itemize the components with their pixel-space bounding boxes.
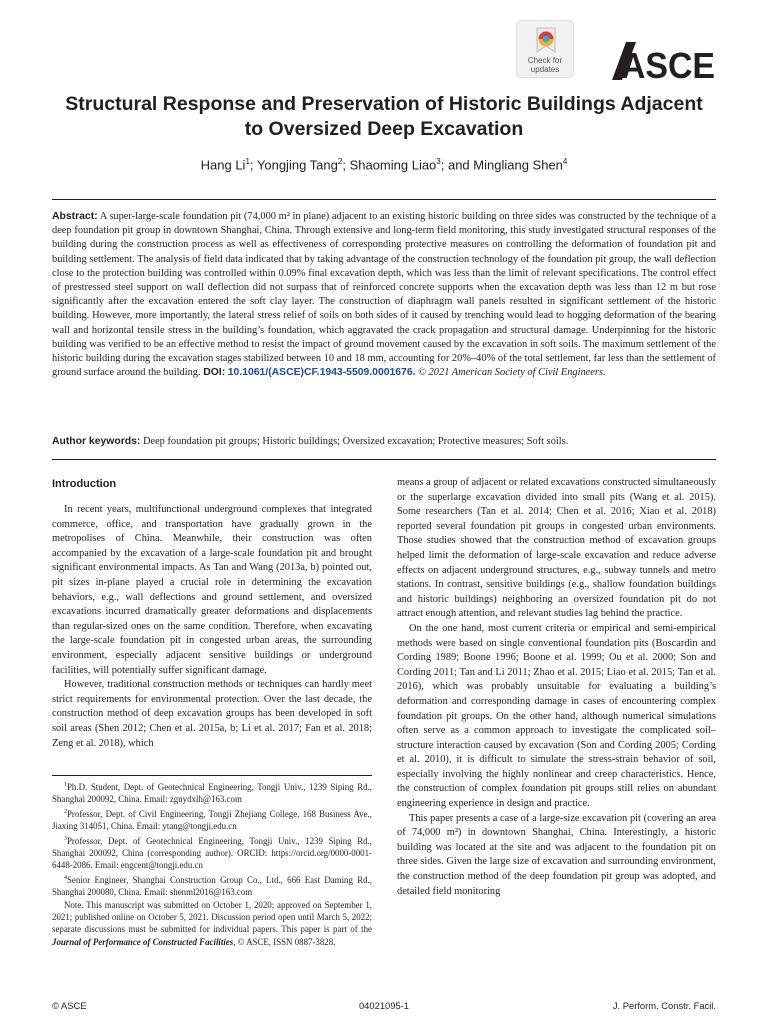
footnote-1: $^1$Ph.D. Student, Dept. of Geotechnical Engineering, Tongji Univ., 1239 Siping Rd., Shanghai 200092, China. Email: zgnydxlh@163.com xyxy=(52,781,372,805)
asce-logo xyxy=(612,40,716,82)
footer-copyright: © ASCE xyxy=(52,1000,87,1011)
right-column xyxy=(397,476,716,899)
paper-title: Structural Response and Preservation of Historic Buildings Adjacent to Oversized Deep Excavation xyxy=(65,93,703,140)
author-name: Yongjing Tang xyxy=(256,157,338,173)
author-affiliation-mark: 2 xyxy=(337,157,343,166)
doi-link[interactable]: 10.1061/(ASCE)CF.1943-5509.0001676. xyxy=(227,367,416,379)
intro-paragraph-4: On the one hand, most current criteria or empirical and semi-empirical methods were based on single conventional foundation pits (Boscardin and Cording 1989; Boone 1996; Boone et al. 1999; Ou et al. 2000; Son and Cording 2011; Tan and Li 2011; Zhao et al. 2015; Liao et al. 2015; Tan et al. 2016), which was probably unsuitable for evaluating a building’s deformation and corresponding damage in cases of encountering complex foundation pit groups. On the other hand, although numerical simulations often serve as a common approach to investigate the complicated soil–structure interaction caused by excavation (Son and Cording 2005; Cording et al. 2010), it is difficult to simulate the stress-strain behavior of soil, especially involving the highly nonlinear and creep characteristics. Hence, the construction of complex foundation pit groups still relies on abundant engineering experience in design and practice. xyxy=(397,622,716,810)
footer-page-number: 04021095-1 xyxy=(358,1000,410,1011)
intro-paragraph-2: However, traditional construction methods or techniques can hardly meet strict requirements for environmental protection. Over the last decade, the construction method of deep excavation groups has been developed in soft soil areas (Shen 2012; Chen et al. 2015a, b; Li et al. 2017; Fan et al. 2018; Zeng et al. 2018), which xyxy=(52,679,372,749)
author-name: Mingliang Shen xyxy=(473,157,563,173)
copyright-notice: © 2021 American Society of Civil Engineers. xyxy=(418,367,606,379)
asce-logo-text: ASCE xyxy=(621,45,715,82)
journal-name: Journal of Performance of Constructed Facilities xyxy=(52,936,234,947)
intro-paragraph-5: This paper presents a case of a large-size excavation pit (covering an area of 74,000 m²) in downtown Shanghai, China. Interestingly, a historic building was located at the site and was adjacent to the foundation pit on three sides. Given the large size of excavation and surrounding environment, the construction method of the deep foundation pit group was adopted, and detailed field monitoring xyxy=(397,812,716,897)
check-for-updates-label: Check for updates xyxy=(527,56,563,74)
footnote-3-text: Professor, Dept. of Geotechnical Engineering, Tongji Univ., 1239 Siping Rd., Shanghai 200092, China (corresponding author). ORCID: https://orcid.org/0000-0001-6448-2086. Email: engcent@tongji.edu.cn xyxy=(52,835,372,871)
author-keywords xyxy=(52,435,716,449)
author-name: Shaoming Liao xyxy=(349,157,437,173)
author-list: Hang Li$^1$; Yongjing Tang$^2$; Shaoming Liao$^3$; and Mingliang Shen$^4$ xyxy=(200,157,568,173)
author-name: Hang Li xyxy=(200,157,246,173)
intro-paragraph-1: In recent years, multifunctional underground complexes that integrated commerce, office, and transportation have gradually grown in the metropolises of China. Meanwhile, their construction was often accompanied by the excavation of a large-scale foundation pit and brought significant environmental impacts. As Tan and Wang (2013a, b) pointed out, pit sizes in-plane played a crucial role in determining the excavation behaviors, e.g., wall deflections and ground settlement, and oversized excavations incurred dramatically greater deformations and displacements than regular-sized ones on the same condition. Therefore, when excavating the large-scale foundation pit in congested urban areas, the surrounding environment, especially adjacent sensitive buildings or underground facilities, will potentially suffer significant damage. xyxy=(52,504,372,676)
author-affiliation-mark: 4 xyxy=(562,157,568,166)
footnote-4-text: Senior Engineer, Shanghai Construction Group Co., Ltd., 666 East Daming Rd., Shanghai 200080, China. Email: shenml2016@163.com xyxy=(52,874,372,898)
footnote-4: $^4$Senior Engineer, Shanghai Construction Group Co., Ltd., 666 East Daming Rd., Shanghai 200080, China. Email: shenml2016@163.com xyxy=(52,874,372,898)
abstract-label: Abstract: xyxy=(52,211,98,222)
abstract xyxy=(52,210,716,380)
crossmark-icon xyxy=(534,27,558,55)
left-column xyxy=(52,478,372,751)
footnotes xyxy=(52,775,372,948)
submission-note: Note. This manuscript was submitted on October 1, 2020; approved on September 1, 2021; published online on October 5, 2021. Discussion period open until March 5, 2022; separate discussions must be submitted for individual papers. This paper is part of the Journal of Performance of Constructed Facilities, © ASCE, ISSN 0887-3828. xyxy=(52,899,372,947)
section-heading-introduction: Introduction xyxy=(52,478,117,490)
footnote-1-text: Ph.D. Student, Dept. of Geotechnical Engineering, Tongji Univ., 1239 Siping Rd., Shanghai 200092, China. Email: zgnydxlh@163.com xyxy=(52,781,372,805)
author-affiliation-mark: 1 xyxy=(245,157,250,166)
keywords-text: Deep foundation pit groups; Historic buildings; Oversized excavation; Protective measures; Soft soils. xyxy=(142,436,569,447)
abstract-text: A super-large-scale foundation pit (74,000 m² in plane) adjacent to an existing historic building on three sides was constructed by the technique of a deep foundation pit group in downtown Shanghai, China. Through extensive and long-term field monitoring, this study investigated structural responses of the building during the construction process as well as effectiveness of corresponding protective measures on controlling the deformation of foundation pit and building settlement. The analysis of field data indicated that by taking advantage of the construction technology of the foundation pit group, the wall deflection close to the protection building was controlled within 0.09% final excavation depth, which was less than the limit of relevant specifications. The control effect of prestressed steel support on wall deflection did not surpass that of reinforced concrete supports when the excavation depth was less than 12 m but rose significantly after the excavation entered the soft clay layer. The construction of diaphragm wall panels resulted in significant settlement of the historic building. However, more importantly, the lateral stress relief of soils on both sides of it caused by trenching would lead to hogging deformation of the bearing wall and horizontal tensile stress in the building’s foundation, which aggravated the crack propagation and structural damage. Underpinning for the historic building was verified to be an effective method to resist the impact of ground movement caused by the excavation in soft soils. The maximum settlement of the historic building during the excavation stages stabilized between 10 and 18 mm, accounting for 20%–40% of the total settlement, far less than the settlement of ground surface around the building. xyxy=(52,211,716,379)
footnote-2: $^2$Professor, Dept. of Civil Engineering, Tongji Zhejiang College, 168 Business Ave., Jiaxing 314051, China. Email: ytang@tongji.edu.cn xyxy=(52,808,372,832)
doi-label: DOI: xyxy=(203,367,226,379)
footer-journal-abbrev: J. Perform. Constr. Facil. xyxy=(612,1000,716,1011)
check-for-updates-badge[interactable] xyxy=(516,20,574,78)
footnote-3: $^3$Professor, Dept. of Geotechnical Engineering, Tongji Univ., 1239 Siping Rd., Shanghai 200092, China (corresponding author). ORCID: https://orcid.org/0000-0001-6448-2086. Email: engcent@tongji.edu.cn xyxy=(52,835,372,871)
keywords-label: Author keywords: xyxy=(52,436,141,447)
footnote-2-text: Professor, Dept. of Civil Engineering, Tongji Zhejiang College, 168 Business Ave., Jiaxing 314051, China. Email: ytang@tongji.edu.cn xyxy=(52,808,372,832)
author-affiliation-mark: 3 xyxy=(436,157,441,166)
intro-paragraph-3: means a group of adjacent or related excavations constructed simultaneously or the superlarge excavation divided into small pits (Wang et al. 2015). Some researchers (Tan et al. 2014; Chen et al. 2016; Xiao et al. 2018) reported several foundation pit groups in congested urban environments. Those studies showed that the construction method of excavation groups helped limit the deformation of large-scale excavation and reduce adverse effects on adjacent underground structures, e.g., subway tunnels and metro stations. In contrast, sensitive buildings (e.g., shallow foundation buildings and historic buildings) neighboring an oversized foundation pit do not attract enough attention, and relevant studies lag behind the practice. xyxy=(397,477,716,620)
